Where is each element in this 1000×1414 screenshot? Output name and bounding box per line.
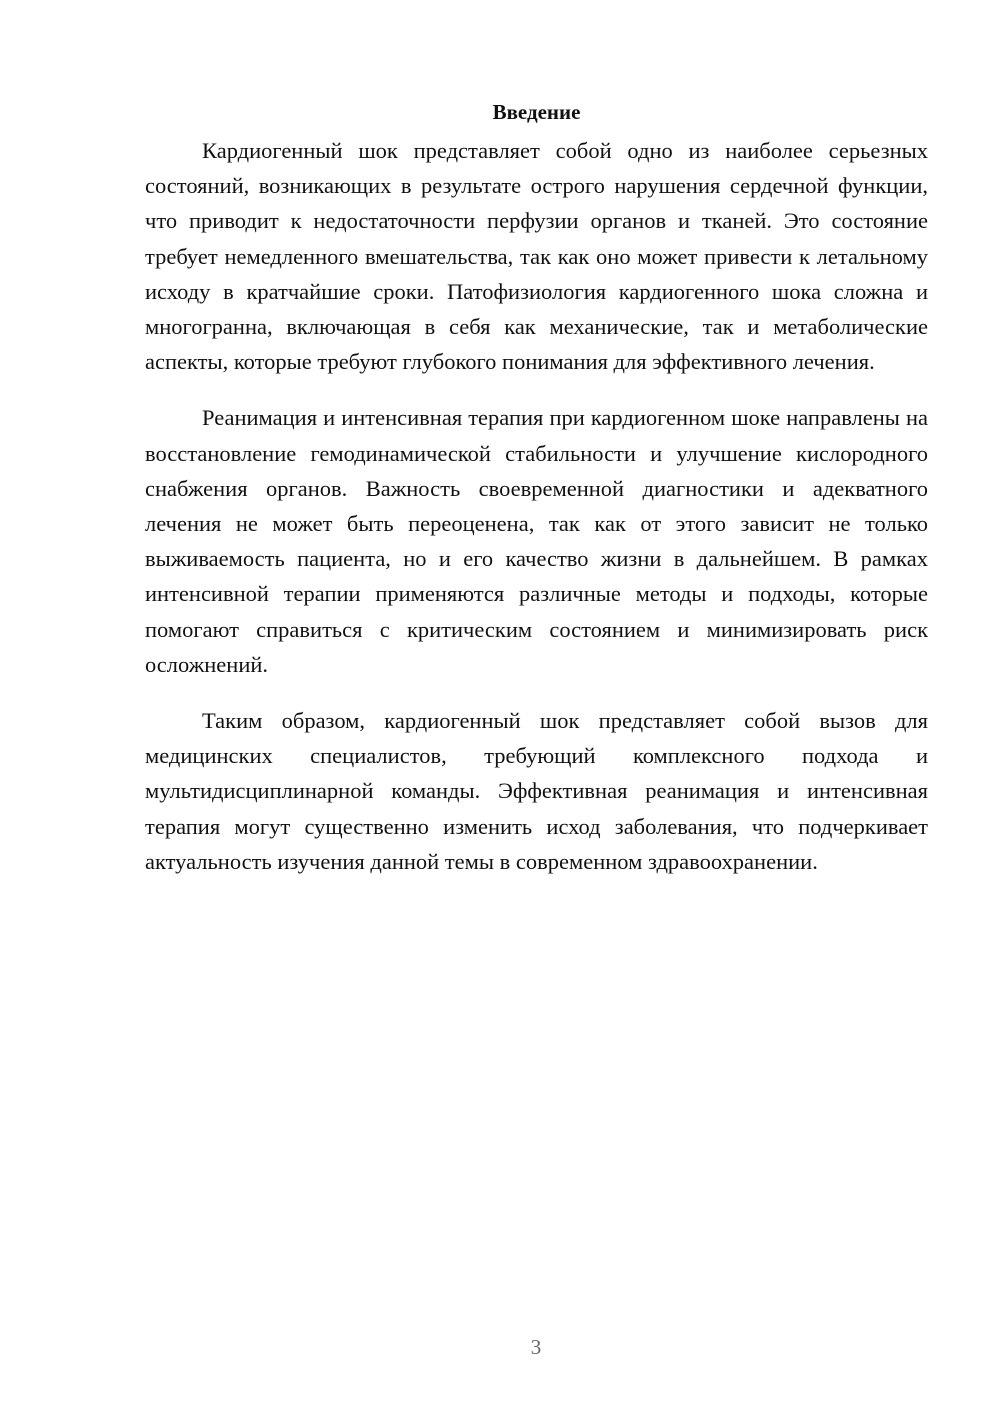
section-title: Введение bbox=[492, 100, 581, 124]
page-content bbox=[145, 97, 928, 879]
paragraph-2: Реанимация и интенсивная терапия при кардиогенном шоке направлены на восстановление гемодинамической стабильности и улучшение кислородного снабжения органов. Важность своевременной диагностики и адекватного лечения не может быть переоценена, так как от этого зависит не только выживаемость пациента, но и его качество жизни в дальнейшем. В рамках интенсивной терапии применяются различные методы и подходы, которые помогают справиться с критическим состоянием и минимизировать риск осложнений. bbox=[145, 405, 928, 677]
paragraph-3: Таким образом, кардиогенный шок представляет собой вызов для медицинских специалистов, требующий комплексного подхода и мультидисциплинарной команды. Эффективная реанимация и интенсивная терапия могут существенно изменить исход заболевания, что подчеркивает актуальность изучения данной темы в современном здравоохранении. bbox=[145, 708, 928, 874]
page-number: 3 bbox=[530, 1335, 542, 1359]
paragraph-1: Кардиогенный шок представляет собой одно из наиболее серьезных состояний, возникающих в результате острого нарушения сердечной функции, что приводит к недостаточности перфузии органов и тканей. Это состояние требует немедленного вмешательства, так как оно может привести к летальному исходу в кратчайшие сроки. Патофизиология кардиогенного шока сложна и многогранна, включающая в себя как механические, так и метаболические аспекты, которые требуют глубокого понимания для эффективного лечения. bbox=[145, 138, 928, 375]
